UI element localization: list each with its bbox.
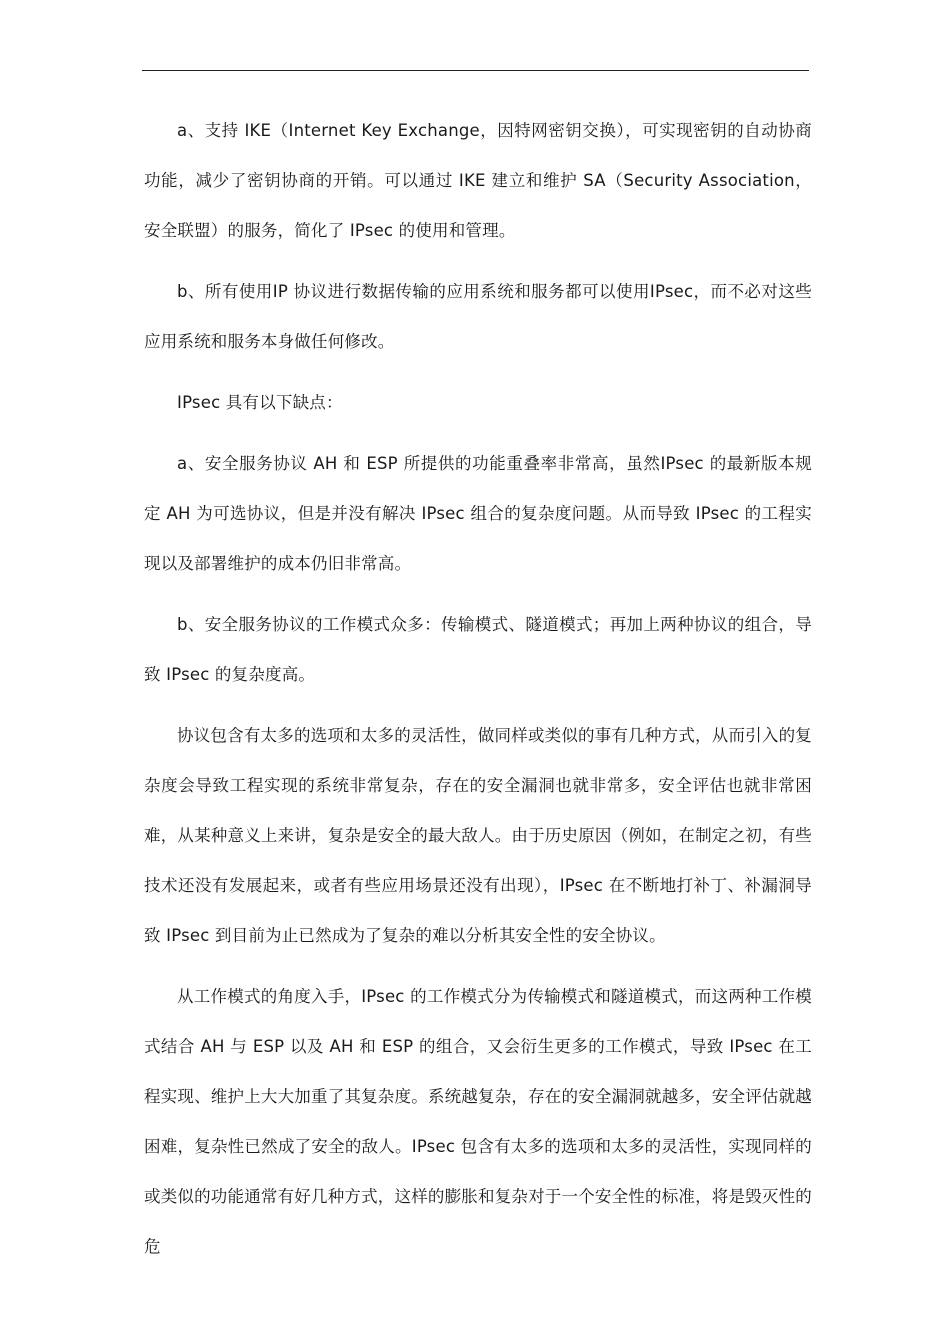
paragraph-overlap-disadvantage: a、安全服务协议 AH 和 ESP 所提供的功能重叠率非常高，虽然IPsec 的最新版本规定 AH 为可选协议，但是并没有解决 IPsec 组合的复杂度问题。从而导致 IPsec 的工程实现以及部署维护的成本仍旧非常高。 — [144, 454, 812, 573]
paragraph-complexity: 协议包含有太多的选项和太多的灵活性，做同样或类似的事有几种方式，从而引入的复杂度会导致工程实现的系统非常复杂，存在的安全漏洞也就非常多，安全评估也就非常困难，从某种意义上来讲，复杂是安全的最大敌人。由于历史原因（例如，在制定之初，有些技术还没有发展起来，或者有些应用场景还没有出现），IPsec 在不断地打补丁、补漏洞导致 IPsec 到目前为止已然成为了复杂的难以分析其安全性的安全协议。 — [144, 726, 812, 945]
paragraph-working-modes: 从工作模式的角度入手，IPsec 的工作模式分为传输模式和隧道模式，而这两种工作模式结合 AH 与 ESP 以及 AH 和 ESP 的组合，又会衍生更多的工作模式，导致 IPsec 在工程实现、维护上大大加重了其复杂度。系统越复杂，存在的安全漏洞就越多，安全评估就越困难，复杂性已然成了安全的敌人。IPsec 包含有太多的选项和太多的灵活性，实现同样的或类似的功能通常有好几种方式，这样的膨胀和复杂对于一个安全性的标准，将是毁灭性的危 — [144, 987, 812, 1256]
document-body — [144, 106, 812, 1283]
paragraph-transparency-advantage: b、所有使用IP 协议进行数据传输的应用系统和服务都可以使用IPsec，而不必对这些应用系统和服务本身做任何修改。 — [144, 282, 812, 351]
paragraph-ike-advantage: a、支持 IKE（Internet Key Exchange，因特网密钥交换），可实现密钥的自动协商功能，减少了密钥协商的开销。可以通过 IKE 建立和维护 SA（Security Association，安全联盟）的服务，简化了 IPsec 的使用和管理。 — [144, 121, 812, 240]
paragraph-disadvantages-heading: IPsec 具有以下缺点： — [177, 393, 343, 412]
paragraph-modes-disadvantage: b、安全服务协议的工作模式众多：传输模式、隧道模式；再加上两种协议的组合，导致 IPsec 的复杂度高。 — [144, 615, 812, 684]
header-rule — [142, 70, 809, 71]
